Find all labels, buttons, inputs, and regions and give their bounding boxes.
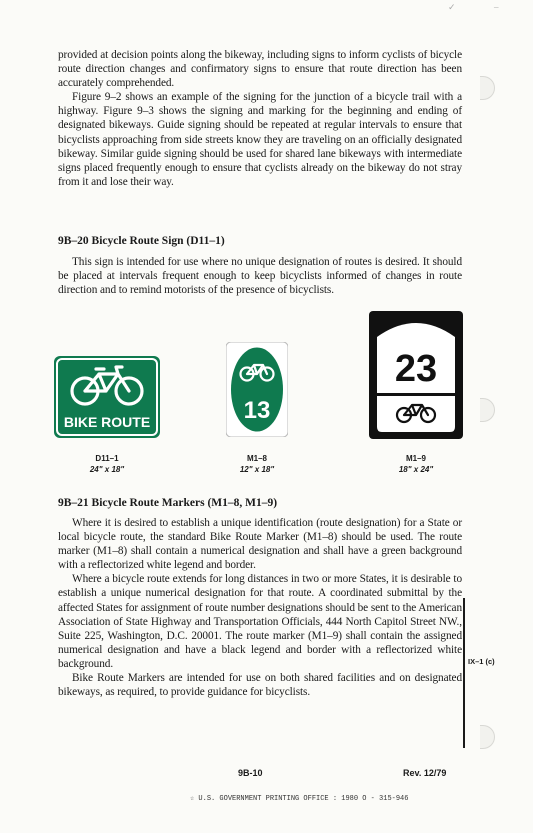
section-heading-9b21: 9B–21 Bicycle Route Markers (M1–8, M1–9) [58,497,278,509]
section-9b21-paragraph-1: Where it is desired to establish a unique identification (route designation) for a State or local bicycle route, the standard Bike Route Marker (M1–8) should be used. The route marker (M1–8) shall contain a numerical designation and shall have a green background with a reflectorized white legend and border. [58,517,462,572]
route-marker-m1-8-graphic [226,342,288,437]
intro-text [58,48,462,189]
page-number: 9B-10 [238,768,263,778]
section-9b21-paragraph-2: Where a bicycle route extends for long distances in two or more States, it is desirable to establish a unique numerical designation for that route. A coordinated submittal by the affected States for assignment of route number designations should be sent to the American Association of State Highway and Transportation Officials, 444 North Capitol Street NW., Suite 225, Washington, D.C. 20001. The route marker (M1–9) shall contain the assigned numerical designation and have a black legend and border with a reflectorized white background. [58,573,462,670]
sign-size: 12" x 18" [239,465,275,474]
caption-d11-1 [67,453,147,475]
printing-office-line: ☆ U.S. GOVERNMENT PRINTING OFFICE : 1980 O - 315-946 [190,795,409,803]
sign-code: M1–8 [246,454,267,463]
punch-hole [480,76,495,100]
section-9b21-text [58,516,462,699]
change-bar [463,598,465,748]
sign-size: 24" x 18" [89,465,125,474]
section-9b21-paragraph-3: Bike Route Markers are intended for use on both shared facilities and on designated bikeways, as required, to provide guidance for bicyclists. [58,672,462,699]
caption-m1-8 [217,453,297,475]
route-number: 23 [394,348,438,390]
sign-code: D11–1 [95,454,119,463]
sign-m1-9 [369,311,463,439]
sign-legend: BIKE ROUTE [63,414,151,430]
intro-paragraph-1: provided at decision points along the bikeway, including signs to inform cyclists of bicycle route direction changes and confirmatory signs to ensure that route direction has been accurately comprehended. [58,49,462,90]
sign-size: 18" x 24" [398,465,434,474]
punch-hole [480,725,495,749]
sign-m1-8 [226,342,288,437]
section-9b20-text [58,255,462,297]
margin-reference: IX–1 (c) [468,657,495,666]
caption-m1-9 [376,453,456,475]
intro-paragraph-2: Figure 9–2 shows an example of the signing for the junction of a bicycle trail with a highway. Figure 9–3 shows the signing and marking for the beginning and ending of designated bikeways. Guide signing should be repeated at regular intervals to ensure that bicyclists approaching from side streets know they are traveling on an officially designated bikeway. Similar guide signing should be used for shared lane bikeways with intermediate signs placed frequently enough to ensure that cyclists already on the bikeway do not stray from it and lose their way. [58,91,462,188]
punch-hole [480,398,495,422]
scan-mark: – [494,2,499,12]
sign-code: M1–9 [405,454,426,463]
section-9b20-paragraph: This sign is intended for use where no unique designation of routes is desired. It should be placed at intervals frequent enough to keep bicyclists informed of changes in route direction and to remind motorists of the presence of bicyclists. [58,256,462,297]
route-marker-m1-9-graphic [369,311,463,439]
scan-mark: ✓ [448,2,456,12]
revision-date: Rev. 12/79 [403,768,447,778]
sign-d11-1 [54,356,160,438]
bike-route-sign-graphic [54,356,160,438]
section-heading-9b20: 9B–20 Bicycle Route Sign (D11–1) [58,235,225,247]
route-number: 13 [243,397,271,424]
